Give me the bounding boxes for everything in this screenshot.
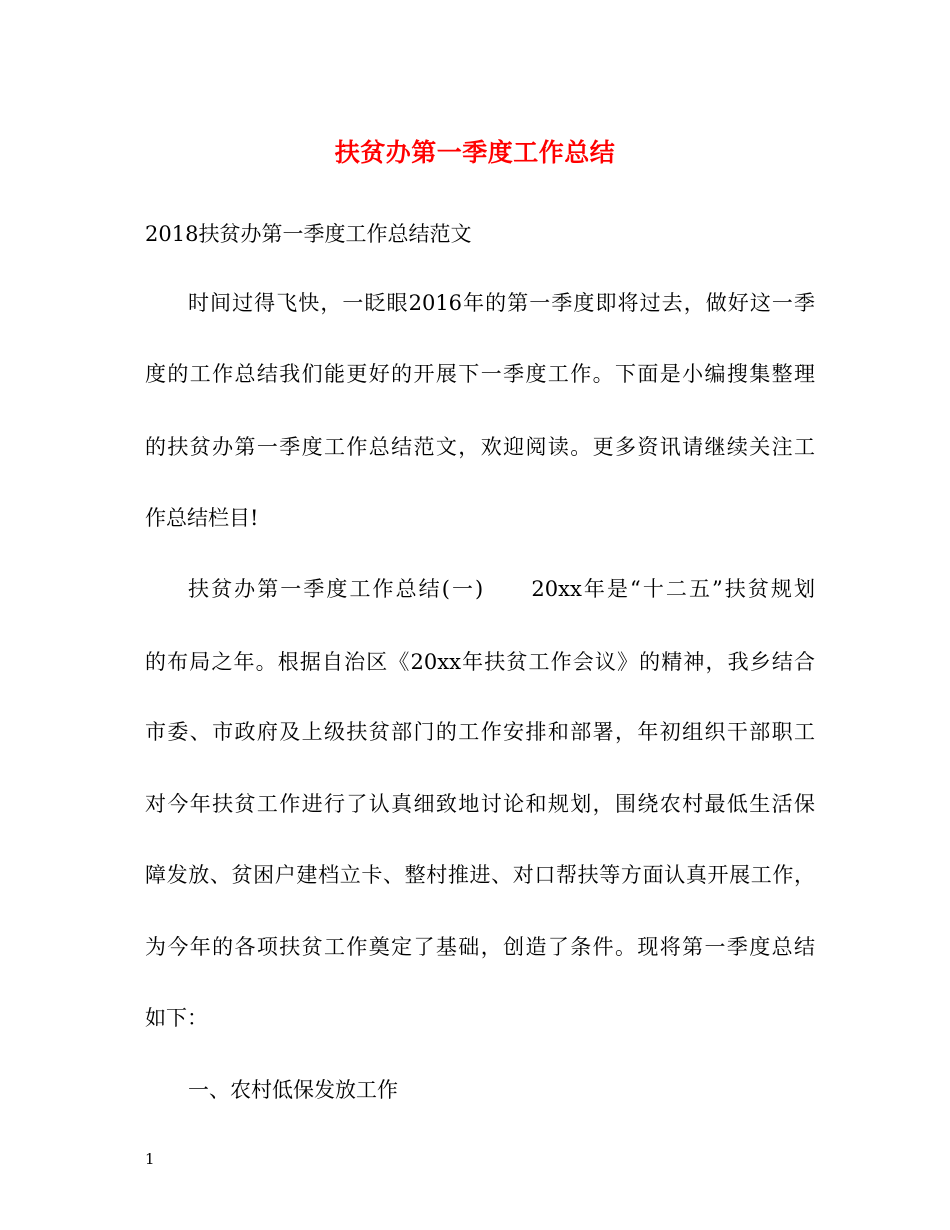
paragraph-line: 扶贫办第一季度工作总结(一) 20xx年是“十二五”扶贫规划 xyxy=(188,577,815,601)
paragraph-line: 的扶贫办第一季度工作总结范文，欢迎阅读。更多资讯请继续关注工 xyxy=(145,435,815,459)
paragraph-line: 障发放、贫困户建档立卡、整村推进、对口帮扶等方面认真开展工作， xyxy=(145,863,815,887)
paragraph-line: 时间过得飞快，一眨眼2016年的第一季度即将过去，做好这一季 xyxy=(188,291,815,315)
paragraph-line: 度的工作总结我们能更好的开展下一季度工作。下面是小编搜集整理 xyxy=(145,362,815,386)
document-title: 扶贫办第一季度工作总结 xyxy=(334,138,616,167)
paragraph-line: 市委、市政府及上级扶贫部门的工作安排和部署，年初组织干部职工 xyxy=(145,720,815,744)
paragraph-line: 如下： xyxy=(145,1006,208,1030)
page-number: 1 xyxy=(145,1150,155,1168)
paragraph-line: 为今年的各项扶贫工作奠定了基础，创造了条件。现将第一季度总结 xyxy=(145,935,815,959)
paragraph-line: 的布局之年。根据自治区《20xx年扶贫工作会议》的精神，我乡结合 xyxy=(145,650,815,674)
paragraph-line: 对今年扶贫工作进行了认真细致地讨论和规划，围绕农村最低生活保 xyxy=(145,792,815,816)
section-heading: 一、农村低保发放工作 xyxy=(188,1078,398,1102)
document-subtitle: 2018扶贫办第一季度工作总结范文 xyxy=(145,222,472,246)
paragraph-line: 作总结栏目! xyxy=(145,506,259,530)
